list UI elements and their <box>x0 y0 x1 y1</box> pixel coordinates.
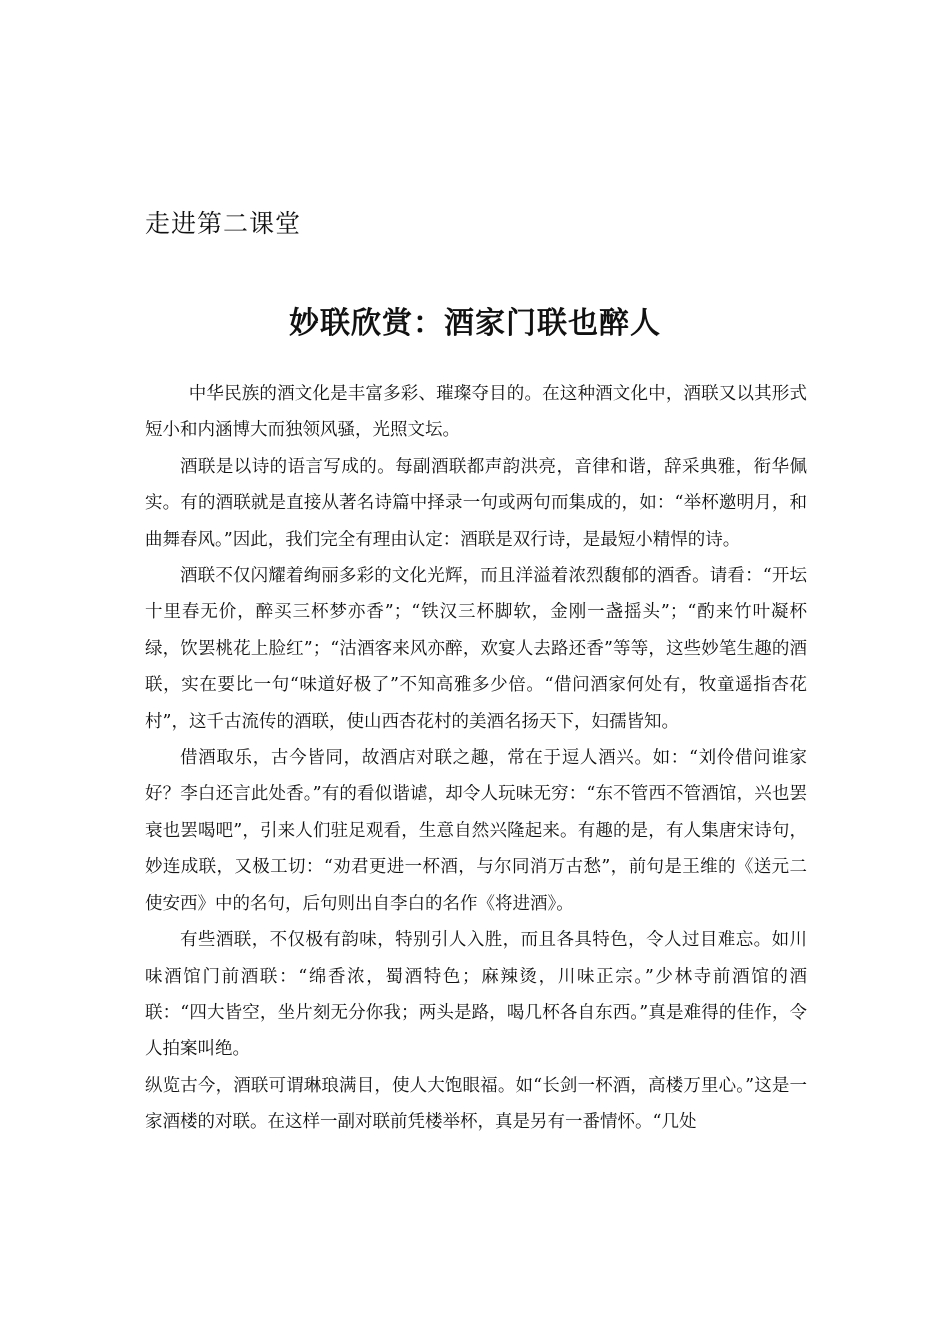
paragraph: 中华民族的酒文化是丰富多彩、璀璨夺目的。在这种酒文化中，酒联又以其形式短小和内涵博大而独领风骚，光照文坛。 <box>145 384 807 441</box>
paragraph: 纵览古今，酒联可谓琳琅满目，使人大饱眼福。如“长剑一杯酒，高楼万里心。”这是一家酒楼的对联。在这样一副对联前凭楼举杯，真是另有一番情怀。“几处 <box>145 1075 807 1133</box>
paragraph: 借酒取乐，古今皆同，故酒店对联之趣，常在于逗人酒兴。如：“刘伶借问谁家好？李白还言此处香。”有的看似谐谑，却令人玩味无穷：“东不管西不管酒馆，兴也罢衰也罢喝吧”，引来人们驻足观看，生意自然兴隆起来。有趣的是，有人集唐宋诗句，妙连成联，又极工切：“劝君更进一杯酒，与尔同消万古愁”，前句是王维的《送元二使安西》中的名句，后句则出自李白的名作《将进酒》。 <box>145 748 807 914</box>
paragraph: 酒联不仅闪耀着绚丽多彩的文化光辉，而且洋溢着浓烈馥郁的酒香。请看：“开坛十里春无价，醉买三杯梦亦香”；“铁汉三杯脚软，金刚一盏摇头”；“酌来竹叶凝杯绿，饮罢桃花上脸红”；“沽酒客来风亦醉，欢宴人去路还香”等等，这些妙笔生趣的酒联，实在要比一句“味道好极了”不知高雅多少倍。“借问酒家何处有，牧童遥指杏花村”，这千古流传的酒联，使山西杏花村的美酒名扬天下，妇孺皆知。 <box>145 566 807 732</box>
section-title: 走进第二课堂 <box>145 209 302 238</box>
paragraph: 有些酒联，不仅极有韵味，特别引人入胜，而且各具特色，令人过目难忘。如川味酒馆门前酒联：“绵香浓，蜀酒特色；麻辣烫，川味正宗。”少林寺前酒馆的酒联：“四大皆空，坐片刻无分你我；两头是路，喝几杯各自东西。”真是难得的佳作，令人拍案叫绝。 <box>145 930 807 1060</box>
paragraph: 酒联是以诗的语言写成的。每副酒联都声韵洪亮，音律和谐，辞采典雅，衔华佩实。有的酒联就是直接从著名诗篇中择录一句或两句而集成的，如：“举杯邀明月，和曲舞春风。”因此，我们完全有理由认定：酒联是双行诗，是最短小精悍的诗。 <box>145 456 807 550</box>
article-title: 妙联欣赏：酒家门联也醉人 <box>289 306 661 341</box>
article-body <box>145 376 807 1141</box>
